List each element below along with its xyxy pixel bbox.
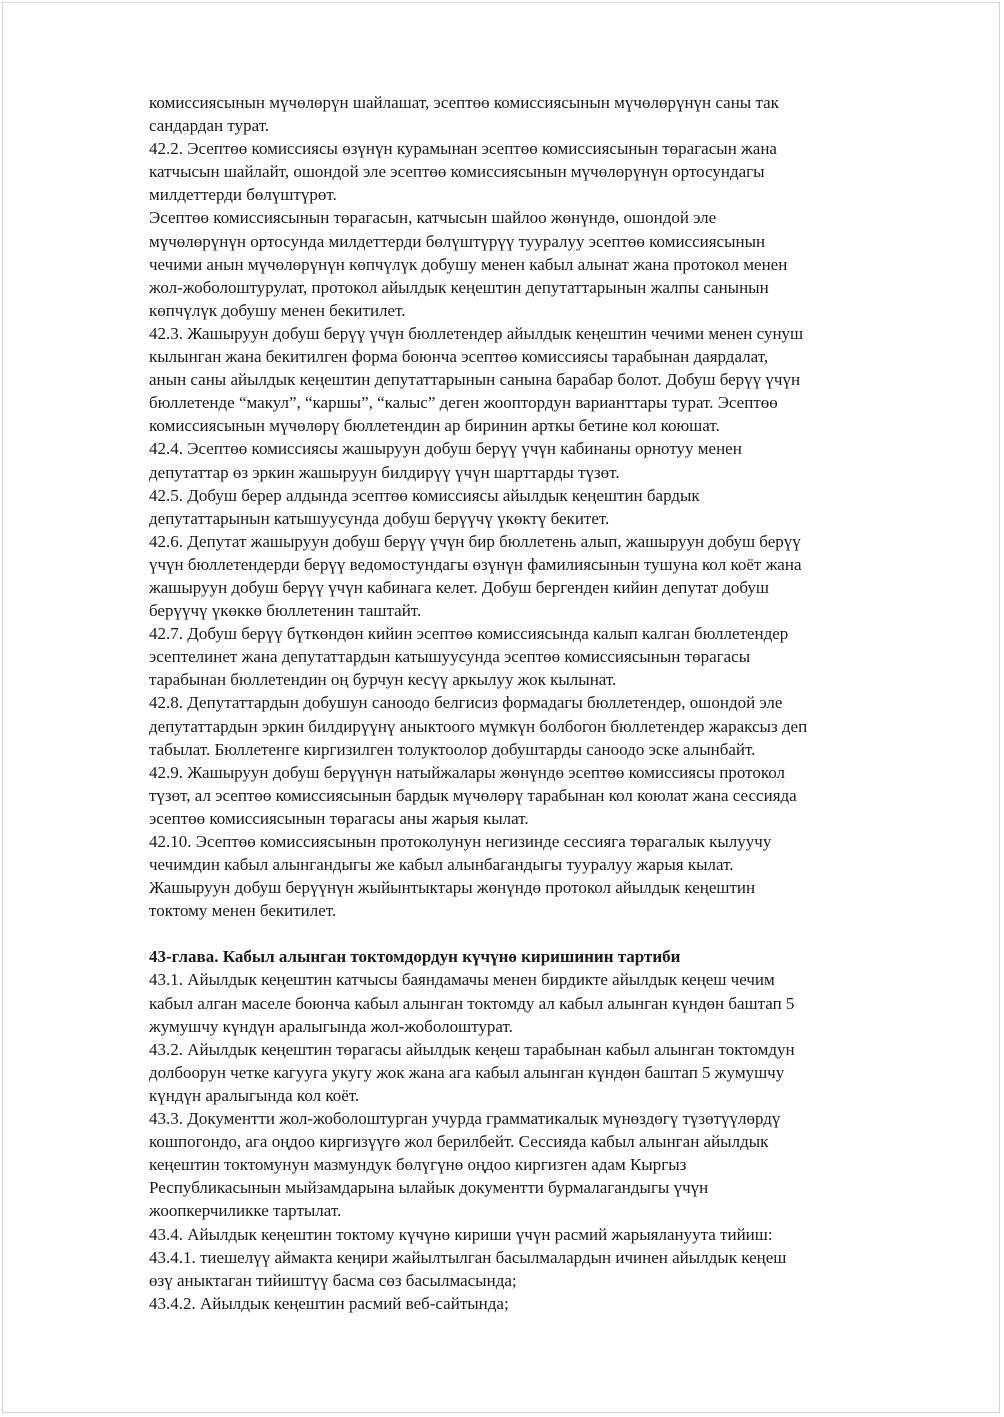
chapter-43-heading: 43-глава. Кабыл алынган токтомдордун күчүнө киришинин тартиби — [149, 947, 681, 967]
paragraph-42-4: 42.4. Эсептөө комиссиясы жашыруун добуш берүү үчүн кабинаны орнотуу менен депутаттар өз эркин жашыруун билдирүү үчүн шарттарды түзөт. — [149, 439, 742, 482]
paragraph-42-8: 42.8. Депутаттардын добушун саноодо белгисиз формадагы бюллетендер, ошондой эле депутаттардын эркин билдирүүнү аныктоого мүмкүн болбогон бюллетендер жараксыз деп табылат. Бюллетенге киргизилген толуктоолор добуштарды саноодо эске алынбайт. — [149, 693, 808, 759]
paragraph-42-6: 42.6. Депутат жашыруун добуш берүү үчүн бир бюллетень алып, жашыруун добуш берүү үчүн бюллетендерди берүү ведомостундагы өзүнүн фамилиясынын тушуна кол коёт жана жашыруун добуш берүү үчүн кабинага келет. Добуш бергенден кийин депутат добуш берүүчү үкөккө бюллетенин таштайт. — [149, 531, 802, 621]
paragraph-43-3: 43.3. Документти жол-жоболоштурган учурда грамматикалык мүнөздөгү түзөтүүлөрдү кошпогондо, ага оңдоо киргизүүгө жол берилбейт. Сессияда кабыл алынган айылдык кеңештин токтомунун мазмундук бөлүгүнө оңдоо киргизген адам Кыргыз Республикасынын мыйзамдарына ылайык документти бурмалагандыгы үчүн жоопкерчиликке тартылат. — [149, 1109, 781, 1221]
paragraph-42-5: 42.5. Добуш берер алдында эсептөө комиссиясы айылдык кеңештин бардык депутаттарынын катышуусунда добуш берүүчү үкөктү бекитет. — [149, 485, 700, 528]
paragraph-42-2-note: Эсептөө комиссиясынын төрагасын, катчысын шайлоо жөнүндө, ошондой эле мүчөлөрүнүн ортосунда милдеттерди бөлүштүрүү тууралуу эсептөө комиссиясынын чечими анын мүчөлөрүнүн көпчүлүк добушу менен кабыл алынат жана протокол менен жол-жоболоштурулат, протокол айылдык кеңештин депутаттарынын жалпы санынын көпчүлүк добушу менен бекитилет. — [149, 208, 788, 320]
document-page — [2, 2, 1000, 1413]
paragraph-43-2: 43.2. Айылдык кеңештин төрагасы айылдык кеңеш тарабынан кабыл алынган токтомдун долбоорун четке кагууга укугу жок жана ага кабыл алынган күндөн баштап 5 жумушчу күндүн аралыгында кол коёт. — [149, 1039, 795, 1105]
paragraph-spacer — [149, 922, 949, 945]
paragraph-43-4-1: 43.4.1. тиешелүү аймакта кеңири жайылтылган басылмалардын ичинен айылдык кеңеш өзү аныктаган тийиштүү басма сөз басылмасында; — [149, 1247, 787, 1290]
paragraph-42-3: 42.3. Жашыруун добуш берүү үчүн бюллетендер айылдык кеңештин чечими менен сунуш кылынган жана бекитилген форма боюнча эсептөө комиссиясы тарабынан даярдалат, анын саны айылдык кеңештин депутаттарынын санына барабар болот. Добуш берүү үчүн бюллетенде “макул”, “каршы”, “калыс” деген жооптордун варианттары турат. Эсептөө комиссиясынын мүчөлөрү бюллетендин ар биринин арткы бетине кол коюшат. — [149, 323, 804, 436]
paragraph-43-1: 43.1. Айылдык кеңештин катчысы баяндамачы менен бирдикте айылдык кеңеш чечим кабыл алган маселе боюнча кабыл алынган токтомду ал кабыл алынган күндөн баштап 5 жумушчу күндүн аралыгында жол-жоболоштурат. — [149, 970, 795, 1036]
paragraph-43-4-2: 43.4.2. Айылдык кеңештин расмий веб-сайтында; — [149, 1293, 509, 1313]
paragraph-42-10: 42.10. Эсептөө комиссиясынын протоколунун негизинде сессияга төрагалык кылуучу чечимдин кабыл алынгандыгы же кабыл алынбагандыгы тууралуу жарыя кылат. Жашыруун добуш берүүнүн жыйынтыктары жөнүндө протокол айылдык кеңештин токтому менен бекитилет. — [149, 832, 772, 921]
paragraph-42-9: 42.9. Жашыруун добуш берүүнүн натыйжалары жөнүндө эсептөө комиссиясы протокол түзөт, ал эсептөө комиссиясынын бардык мүчөлөрү тарабынан кол коюлат жана сессияда эсептөө комиссиясынын төрагасы аны жарыя кылат. — [149, 762, 797, 828]
paragraph-42-2: 42.2. Эсептөө комиссиясы өзүнүн курамынан эсептөө комиссиясынын төрагасын жана катчысын шайлайт, ошондой эле эсептөө комиссиясынын мүчөлөрүнүн ортосундагы милдеттерди бөлүштүрөт. — [149, 139, 777, 205]
paragraph-42-7: 42.7. Добуш берүү бүткөндөн кийин эсептөө комиссиясында калып калган бюллетендер эсептелинет жана депутаттардын катышуусунда эсептөө комиссиясынын төрагасы тарабынан бюллетендин оң бурчун кесүү аркылуу жок кылынат. — [149, 624, 789, 690]
paragraph-42-1-continuation: комиссиясынын мүчөлөрүн шайлашат, эсептөө комиссиясынын мүчөлөрүнүн саны так сандардан турат. — [149, 93, 779, 136]
document-body — [149, 91, 949, 1315]
paragraph-43-4: 43.4. Айылдык кеңештин токтому күчүнө кириши үчүн расмий жарыялануута тийиш: — [149, 1224, 773, 1244]
